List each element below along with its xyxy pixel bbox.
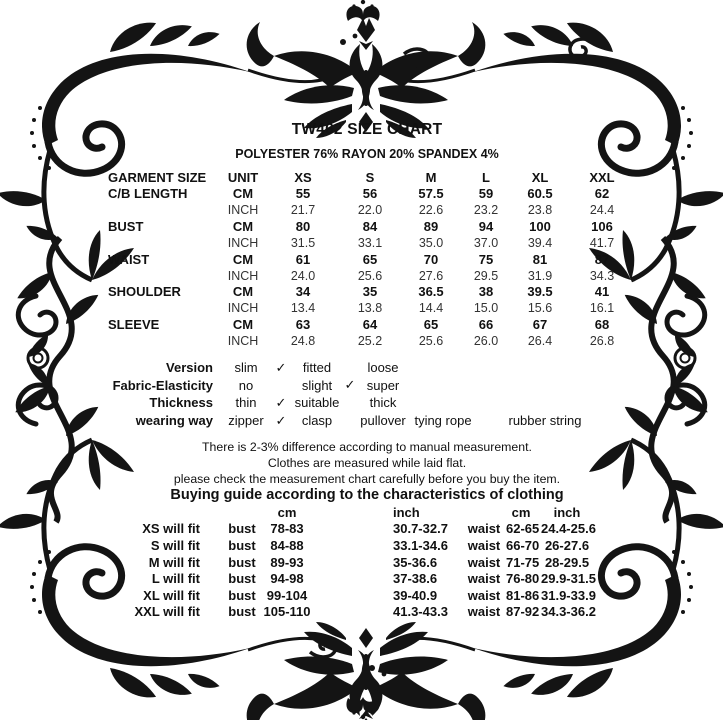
table-row <box>108 570 596 587</box>
feature-label: Fabric-Elasticity <box>112 377 213 393</box>
size-label: XL will fit <box>143 587 200 603</box>
cell: loose <box>367 360 399 376</box>
cell: 25.6 <box>418 334 444 349</box>
header-cell: XS <box>294 169 312 185</box>
cell: 59 <box>478 186 494 202</box>
unit-cell: INCH <box>227 268 259 283</box>
cell: 28-29.5 <box>544 554 590 570</box>
unit-cell: INCH <box>227 235 259 250</box>
cell: 35 <box>362 284 378 300</box>
cell: 81 <box>532 251 548 267</box>
cell: 26-27.6 <box>544 537 590 553</box>
cell: 26.8 <box>589 334 615 349</box>
cell: 25.2 <box>357 334 383 349</box>
cell: 89-93 <box>270 554 304 570</box>
cell: 29.5 <box>473 268 499 283</box>
table-row <box>108 267 636 283</box>
cell: 87-92 <box>506 604 540 620</box>
table-row <box>108 587 596 604</box>
cell: 36.5 <box>418 284 444 300</box>
check-mark: ✓ <box>275 412 287 428</box>
cell: 100 <box>529 218 551 234</box>
table-row <box>108 235 636 251</box>
cell: 60.5 <box>527 186 553 202</box>
unit-cell: CM <box>232 186 254 202</box>
feature-row-wearing-way <box>108 412 613 430</box>
cell: 99-104 <box>266 587 308 603</box>
cell: 37.0 <box>473 235 499 250</box>
cell: 13.8 <box>357 301 383 316</box>
cell: 78-83 <box>270 521 304 537</box>
cell: 30.7-32.7 <box>393 521 448 537</box>
cell: super <box>366 377 400 393</box>
unit-cell: INCH <box>227 301 259 316</box>
unit-cell: CM <box>232 317 254 333</box>
unit-cell: CM <box>232 251 254 267</box>
note-line: Clothes are measured while laid flat. <box>267 455 467 470</box>
cell: 87 <box>594 251 610 267</box>
cell: 80 <box>295 218 311 234</box>
table-row <box>108 284 636 300</box>
cell: 37-38.6 <box>393 571 438 587</box>
size-label: M will fit <box>148 554 200 570</box>
cell: 84 <box>362 218 378 234</box>
cell: 31.9 <box>527 268 553 283</box>
size-table <box>108 169 636 349</box>
unit-cell: INCH <box>227 334 259 349</box>
feature-label: Thickness <box>149 395 213 411</box>
row-label: WAIST <box>108 251 150 267</box>
header-cell: inch <box>393 504 420 520</box>
header-cell: GARMENT SIZE <box>108 169 207 185</box>
cell: 41.7 <box>589 235 615 250</box>
table-row <box>108 218 636 234</box>
crown-ornament-top <box>346 0 379 22</box>
cell: 64 <box>362 317 378 333</box>
table-row <box>108 317 636 333</box>
cell: 66-70 <box>506 537 540 553</box>
feature-row-version <box>108 359 613 377</box>
cell: bust <box>228 537 256 553</box>
cell: 24.8 <box>290 334 316 349</box>
cell: 39.5 <box>527 284 553 300</box>
cell: 41.3-43.3 <box>393 604 448 620</box>
cell: bust <box>228 571 256 587</box>
cell: 34.3-36.2 <box>541 604 596 620</box>
table-row <box>108 604 596 621</box>
cell: 106 <box>591 218 613 234</box>
cell: slight <box>301 377 333 393</box>
cell: 26.0 <box>473 334 499 349</box>
cell: bust <box>228 554 256 570</box>
cell: 35.0 <box>418 235 444 250</box>
cell: slim <box>234 360 258 376</box>
cell: 84-88 <box>270 537 304 553</box>
header-cell: M <box>425 169 437 185</box>
table-row <box>108 185 636 201</box>
cell: 16.1 <box>589 301 615 316</box>
header-cell: L <box>482 169 490 185</box>
header-cell: inch <box>553 504 581 520</box>
feature-row-thickness <box>108 394 613 412</box>
cell: 35-36.6 <box>393 554 438 570</box>
note-line: please check the measurement chart carefully before you buy the item. <box>173 471 561 486</box>
features-table <box>108 359 613 429</box>
cell: 33.1 <box>357 235 383 250</box>
cell: 22.0 <box>357 202 383 217</box>
fabric-composition: POLYESTER 76% RAYON 20% SPANDEX 4% <box>235 147 499 161</box>
row-label: SLEEVE <box>108 317 160 333</box>
check-mark: ✓ <box>344 377 356 393</box>
cell: clasp <box>301 413 333 429</box>
row-label: C/B LENGTH <box>108 186 188 202</box>
cell: 41 <box>594 284 610 300</box>
table-row <box>108 554 593 571</box>
cell: suitable <box>294 395 340 411</box>
cell: 31.9-33.9 <box>541 587 596 603</box>
cell: 62-65 <box>506 521 540 537</box>
cell: 67 <box>532 317 548 333</box>
cell: 24.4-25.6 <box>541 521 596 537</box>
cell: waist <box>467 604 501 620</box>
cell: 22.6 <box>418 202 444 217</box>
cell: 38 <box>478 284 494 300</box>
measurement-notes <box>14 440 720 504</box>
cell: 71-75 <box>506 554 540 570</box>
cell: zipper <box>228 413 264 429</box>
check-mark: ✓ <box>275 359 287 375</box>
cell: 94-98 <box>270 571 304 587</box>
header-cell: XXL <box>589 169 615 185</box>
table-row <box>108 202 636 218</box>
table-row <box>108 300 636 316</box>
cell: bust <box>228 604 256 620</box>
unit-cell: CM <box>232 284 254 300</box>
cell: tying rope <box>414 413 472 429</box>
header-cell: cm <box>511 504 531 520</box>
cell: 105-110 <box>263 604 311 620</box>
size-table-header-row <box>108 169 636 185</box>
buying-guide-header-row <box>108 504 593 521</box>
cell: 23.8 <box>527 202 553 217</box>
cell: 76-80 <box>506 571 540 587</box>
cell: 33.1-34.6 <box>393 537 448 553</box>
cell: 15.0 <box>473 301 499 316</box>
unit-cell: INCH <box>227 202 259 217</box>
buying-guide-heading: Buying guide according to the characteristics of clothing <box>170 487 564 504</box>
cell: 65 <box>423 317 439 333</box>
cell: no <box>238 377 254 393</box>
cell: 61 <box>295 251 311 267</box>
cell: 70 <box>423 251 439 267</box>
cell: 27.6 <box>418 268 444 283</box>
cell: 39-40.9 <box>393 587 438 603</box>
cell: 13.4 <box>290 301 316 316</box>
cell: 68 <box>594 317 610 333</box>
cell: waist <box>467 554 501 570</box>
cell: waist <box>467 571 501 587</box>
buying-guide-table <box>108 504 596 620</box>
header-cell: XL <box>531 169 549 185</box>
cell: 81-86 <box>506 587 540 603</box>
header-cell: UNIT <box>227 169 259 185</box>
row-label: BUST <box>108 218 144 234</box>
cell: 21.7 <box>290 202 316 217</box>
cell: 55 <box>295 186 311 202</box>
cell: 62 <box>594 186 610 202</box>
cell: 57.5 <box>418 186 444 202</box>
cell: fitted <box>302 360 332 376</box>
feature-label: wearing way <box>135 413 213 429</box>
cell: 56 <box>362 186 378 202</box>
feature-label: Version <box>166 360 213 376</box>
cell: 29.9-31.5 <box>541 571 596 587</box>
unit-cell: CM <box>232 218 254 234</box>
row-label: SHOULDER <box>108 284 181 300</box>
cell: 63 <box>295 317 311 333</box>
cell: 14.4 <box>418 301 444 316</box>
cell: 65 <box>362 251 378 267</box>
cell: 94 <box>478 218 494 234</box>
cell: 34 <box>295 284 311 300</box>
cell: thin <box>235 395 257 411</box>
cell: 39.4 <box>527 235 553 250</box>
cell: 26.4 <box>527 334 553 349</box>
cell: bust <box>228 521 256 537</box>
cell: 75 <box>478 251 494 267</box>
table-row <box>108 333 636 349</box>
table-row <box>108 251 636 267</box>
cell: 24.4 <box>589 202 615 217</box>
size-label: S will fit <box>150 537 200 553</box>
cell: bust <box>228 587 256 603</box>
cell: 89 <box>423 218 439 234</box>
cell: 25.6 <box>357 268 383 283</box>
size-label: XXL will fit <box>134 604 200 620</box>
check-mark: ✓ <box>275 394 287 410</box>
cell: thick <box>369 395 397 411</box>
cell: 31.5 <box>290 235 316 250</box>
cell: 15.6 <box>527 301 553 316</box>
cell: 23.2 <box>473 202 499 217</box>
page-title: TW462 SIZE CHART <box>291 121 443 138</box>
feature-row-elasticity <box>108 377 613 395</box>
table-row <box>108 537 593 554</box>
size-label: L will fit <box>151 571 200 587</box>
cell: 66 <box>478 317 494 333</box>
cell: waist <box>467 537 501 553</box>
header-cell: cm <box>277 504 297 520</box>
header-cell: S <box>365 169 375 185</box>
size-label: XS will fit <box>142 521 200 537</box>
cell: waist <box>467 587 501 603</box>
cell: rubber string <box>508 413 582 429</box>
cell: 24.0 <box>290 268 316 283</box>
table-row <box>108 521 596 538</box>
cell: waist <box>467 521 501 537</box>
note-line: There is 2-3% difference according to manual measurement. <box>202 440 532 454</box>
cell: pullover <box>360 413 406 429</box>
cell: 34.3 <box>589 268 615 283</box>
